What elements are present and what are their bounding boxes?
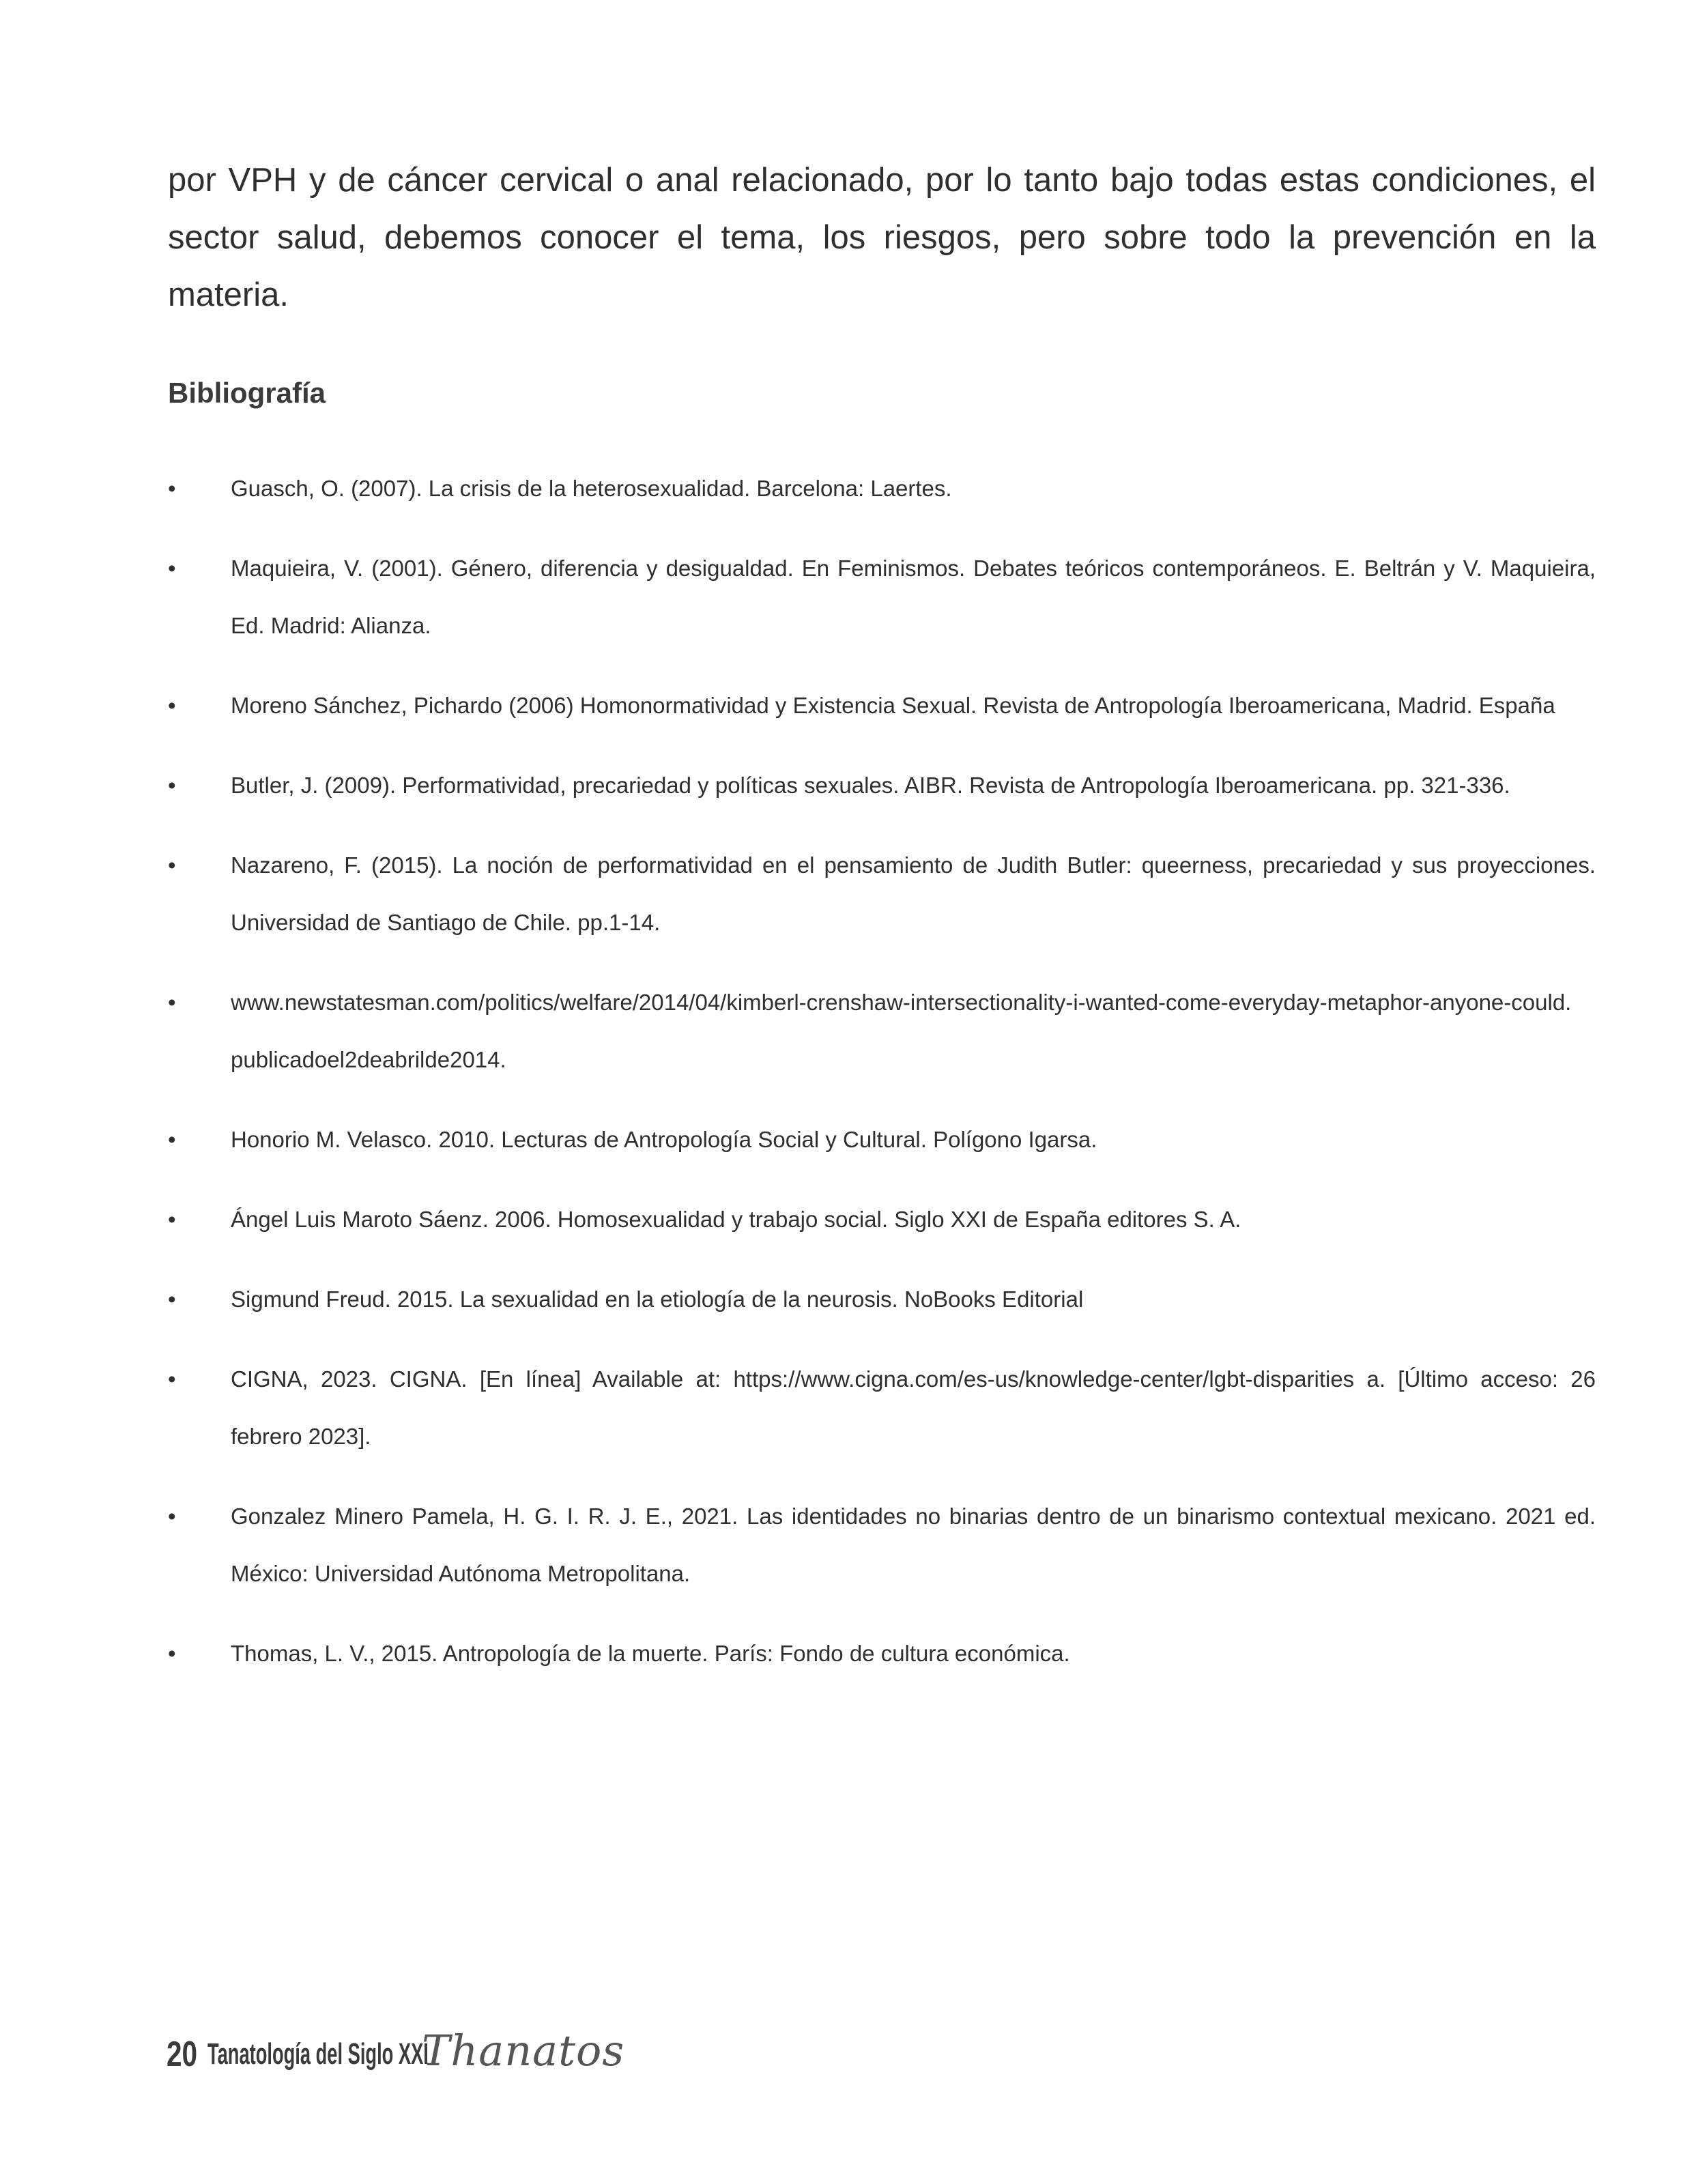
bibliography-item [168,1191,1596,1248]
bibliography-item [168,1351,1596,1465]
bibliography-item [168,1271,1596,1328]
bullet-icon: • [168,990,176,1015]
bibliography-item-text: Ángel Luis Maroto Sáenz. 2006. Homosexualidad y trabajo social. Siglo XXI de España editores S. A. [231,1207,1241,1232]
bibliography-item-text: Guasch, O. (2007). La crisis de la heterosexualidad. Barcelona: Laertes. [231,476,952,501]
intro-paragraph: por VPH y de cáncer cervical o anal relacionado, por lo tanto bajo todas estas condiciones, el sector salud, debemos conocer el tema, los riesgos, pero sobre todo la prevención en la materia. [168,162,1596,313]
bibliography-item [168,837,1596,951]
bullet-icon: • [168,1207,176,1232]
bibliography-item-text: Sigmund Freud. 2015. La sexualidad en la etiología de la neurosis. NoBooks Editorial [231,1287,1084,1312]
bullet-icon: • [168,476,176,501]
bibliography-item [168,677,1596,734]
bibliography-item [168,1111,1596,1168]
bullet-icon: • [168,1287,176,1312]
bibliography-item-text: Butler, J. (2009). Performatividad, precariedad y políticas sexuales. AIBR. Revista de Antropología Iberoamericana. pp. 321-336. [231,773,1510,798]
bibliography-heading: Bibliografía [168,377,326,409]
bibliography-item-text: Honorio M. Velasco. 2010. Lecturas de Antropología Social y Cultural. Polígono Igarsa. [231,1127,1097,1152]
bullet-icon: • [168,693,176,718]
bullet-icon: • [168,556,176,581]
bullet-icon: • [168,1127,176,1152]
bibliography-item [168,974,1596,1089]
bibliography-item [168,1625,1596,1682]
bullet-icon: • [168,1366,176,1392]
bibliography-item-text: Maquieira, V. (2001). Género, diferencia y desigualdad. En Feminismos. Debates teóricos contemporáneos. E. Beltrán y V. Maquieira, Ed. Madrid: Alianza. [231,556,1596,638]
bibliography-item-text: Gonzalez Minero Pamela, H. G. I. R. J. E., 2021. Las identidades no binarias dentro de un binarismo contextual mexicano. 2021 ed. México: Universidad Autónoma Metropolitana. [231,1504,1596,1586]
page-number: 20 [167,2035,198,2074]
bibliography-item-text: Thomas, L. V., 2015. Antropología de la muerte. París: Fondo de cultura económica. [231,1641,1070,1666]
bibliography-item [168,1488,1596,1603]
journal-logo: Thanatos [422,2026,625,2075]
bullet-icon: • [168,852,176,878]
bibliography-item [168,540,1596,655]
bibliography-item-link[interactable]: www.newstatesman.com/politics/welfare/2014/04/kimberl-crenshaw-intersectionality-i-wanted-come-everyday-metaphor-anyone-could. publicadoel2deabrilde2014. [231,990,1572,1072]
bibliography-item-text: CIGNA, 2023. CIGNA. [En línea] Available at: https://www.cigna.com/es-us/knowledge-center/lgbt-disparities a. [Último acceso: 26 febrero 2023]. [231,1366,1596,1449]
bibliography-item-text: Nazareno, F. (2015). La noción de performatividad en el pensamiento de Judith Butler: queerness, precariedad y sus proyecciones. Universidad de Santiago de Chile. pp.1-14. [231,852,1596,935]
page-footer [167,2020,624,2075]
bibliography-item [168,460,1596,517]
journal-title: Tanatología del Siglo XXI [207,2037,429,2071]
bibliography-list [168,460,1596,1705]
bullet-icon: • [168,1641,176,1666]
bibliography-item [168,757,1596,814]
bullet-icon: • [168,1504,176,1529]
bullet-icon: • [168,773,176,798]
bibliography-item-text: Moreno Sánchez, Pichardo (2006) Homonormatividad y Existencia Sexual. Revista de Antropología Iberoamericana, Madrid. España [231,693,1555,718]
